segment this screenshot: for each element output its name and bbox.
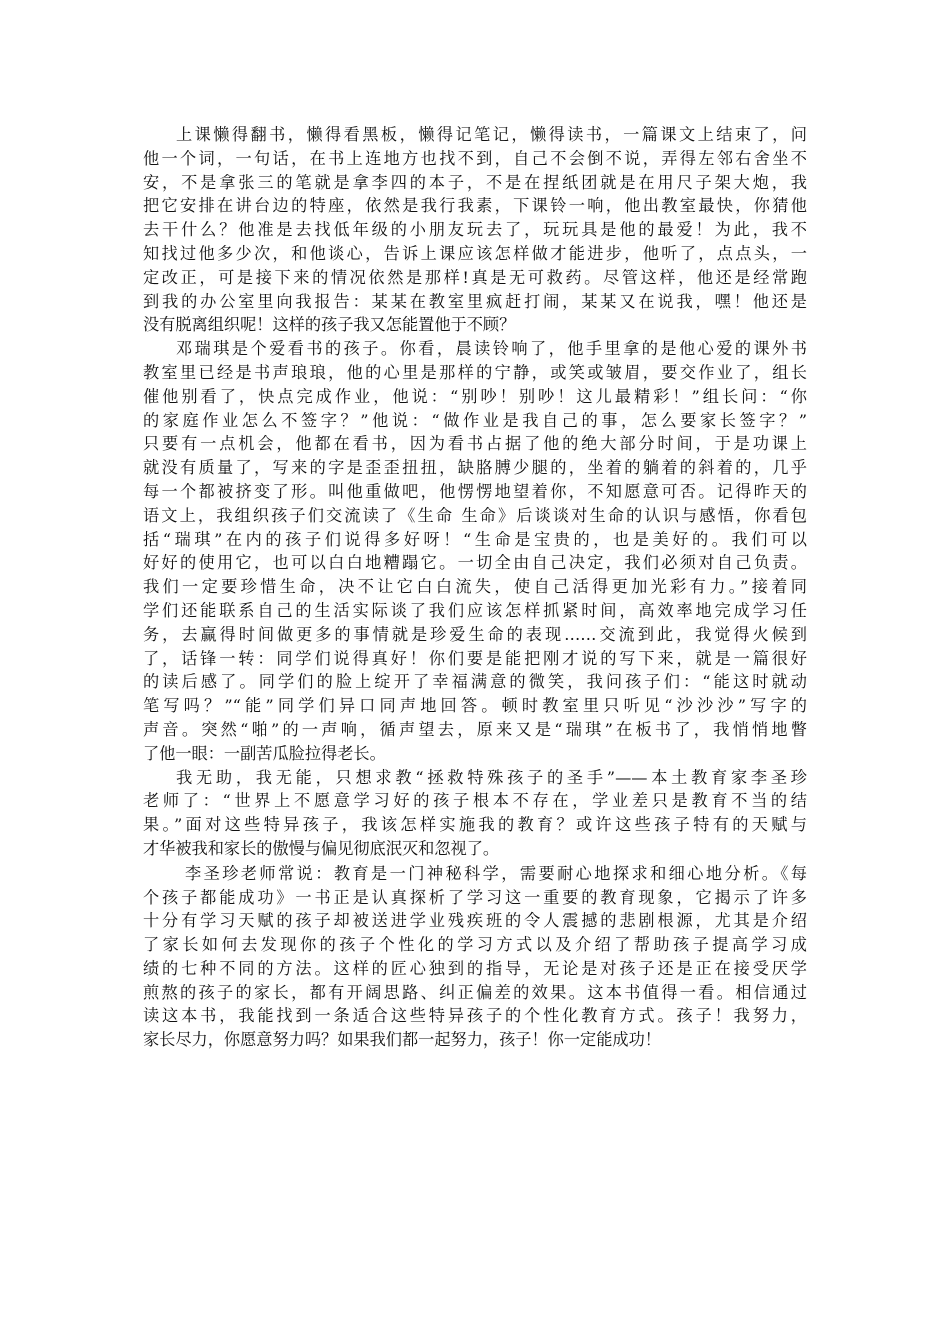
text-line: 绩的七种不同的方法。这样的匠心独到的指导，无论是对孩子还是正在接受厌学: [143, 958, 807, 978]
text-line: 务，去赢得时间做更多的事情就是珍爱生命的表现……交流到此，我觉得火候到: [143, 624, 807, 644]
text-line: 十分有学习天赋的孩子却被送进学业残疾班的令人震撼的悲剧根源，尤其是介绍: [143, 911, 807, 931]
text-line: 教室里已经是书声琅琅，他的心里是那样的宁静，或笑或皱眉，要交作业了，组长: [143, 362, 807, 382]
text-line: 家长尽力，你愿意努力吗？如果我们都一起努力，孩子！你一定能成功！: [143, 1030, 661, 1050]
text-line: 个孩子都能成功》一书正是认真探析了学习这一重要的教育现象，它揭示了许多: [143, 887, 807, 907]
text-line: 去干什么？他准是去找低年级的小朋友玩去了，玩玩具是他的最爱！为此，我不: [143, 220, 807, 240]
text-line: 到我的办公室里向我报告：某某在教室里疯赶打闹，某某又在说我，嘿！他还是: [143, 291, 807, 311]
text-line: 知找过他多少次，和他谈心，告诉上课应该怎样做才能进步，他听了，点点头，一: [143, 243, 807, 263]
text-line: 李圣珍老师常说：教育是一门神秘科学，需要耐心地探求和细心地分析。《每: [185, 863, 807, 883]
text-line: 只要有一点机会，他都在看书，因为看书占据了他的绝大部分时间，于是功课上: [143, 434, 807, 454]
paragraph-1: [143, 123, 807, 337]
paragraph-4: [143, 862, 807, 1052]
text-line: 我们一定要珍惜生命，决不让它白白流失，使自己活得更加光彩有力。”接着同: [143, 577, 807, 597]
text-line: 上课懒得翻书，懒得看黑板，懒得记笔记，懒得读书，一篇课文上结束了，问: [176, 125, 807, 144]
text-line: 了，话锋一转：同学们说得真好！你们要是能把刚才说的写下来，就是一篇很好: [143, 648, 807, 668]
paragraph-2: [143, 337, 807, 765]
text-line: 安，不是拿张三的笔就是拿李四的本子，不是在捏纸团就是在用尺子架大炮，我: [143, 172, 807, 192]
text-line: 煎熬的孩子的家长，都有开阔思路、纠正偏差的效果。这本书值得一看。相信通过: [143, 982, 807, 1002]
text-line: 就没有质量了，写来的字是歪歪扭扭，缺胳膊少腿的，坐着的躺着的斜着的，几乎: [143, 458, 807, 478]
text-line: 我无助，我无能，只想求教“拯救特殊孩子的圣手”——本土教育家李圣珍: [176, 767, 807, 787]
text-line: 把它安排在讲台边的特座，依然是我行我素，下课铃一响，他出教室最快，你猜他: [143, 196, 807, 216]
text-line: 声音。突然“啪”的一声响，循声望去，原来又是“瑞琪”在板书了，我悄悄地瞥: [143, 719, 807, 739]
text-line: 读这本书，我能找到一条适合这些特异孩子的个性化教育方式。孩子！我努力，: [143, 1006, 807, 1026]
text-line: 的读后感了。同学们的脸上绽开了幸福满意的微笑，我问孩子们：“能这时就动: [143, 672, 807, 692]
text-line: 催他别看了，快点完成作业，他说：“别吵！别吵！这儿最精彩！”组长问：“你: [143, 386, 807, 406]
text-line: 老师了：“世界上不愿意学习好的孩子根本不存在，学业差只是教育不当的结: [143, 791, 807, 811]
text-line: 学们还能联系自己的生活实际谈了我们应该怎样抓紧时间，高效率地完成学习任: [143, 600, 807, 620]
text-line: 他一个词，一句话，在书上连地方也找不到，自己不会倒不说，弄得左邻右舍坐不: [143, 148, 807, 168]
text-line: 才华被我和家长的傲慢与偏见彻底泯灭和忽视了。: [143, 838, 500, 858]
text-line: 邓瑞琪是个爱看书的孩子。你看，晨读铃响了，他手里拿的是他心爱的课外书: [176, 339, 807, 359]
text-line: 笔写吗？”“能”同学们异口同声地回答。顿时教室里只听见“沙沙沙”写字的: [143, 696, 807, 716]
text-line: 括“瑞琪”在内的孩子们说得多好呀！“生命是宝贵的，也是美好的。我们可以: [143, 529, 807, 549]
text-line: 定改正，可是接下来的情况依然是那样!真是无可救药。尽管这样，他还是经常跑: [143, 267, 807, 287]
text-line: 每一个都被挤变了形。叫他重做吧，他愣愣地望着你，不知愿意可否。记得昨天的: [143, 481, 807, 501]
paragraph-3: [143, 766, 807, 861]
text-line: 语文上，我组织孩子们交流读了《生命 生命》后谈谈对生命的认识与感悟，你看包: [143, 505, 807, 525]
text-line: 了家长如何去发现你的孩子个性化的学习方式以及介绍了帮助孩子提高学习成: [143, 935, 807, 955]
text-line: 果。”面对这些特异孩子，我该怎样实施我的教育？或许这些孩子特有的天赋与: [143, 815, 807, 835]
text-line: 了他一眼：一副苦瓜脸拉得老长。: [143, 743, 386, 763]
text-line: 的家庭作业怎么不签字？”他说：“做作业是我自己的事，怎么要家长签字？”: [143, 410, 807, 430]
text-line: 好好的使用它，也可以白白地糟蹋它。一切全由自己决定，我们必须对自己负责。: [143, 553, 807, 573]
document-page: [143, 123, 807, 1052]
text-line: 没有脱离组织呢！这样的孩子我又怎能置他于不顾？: [143, 315, 516, 335]
